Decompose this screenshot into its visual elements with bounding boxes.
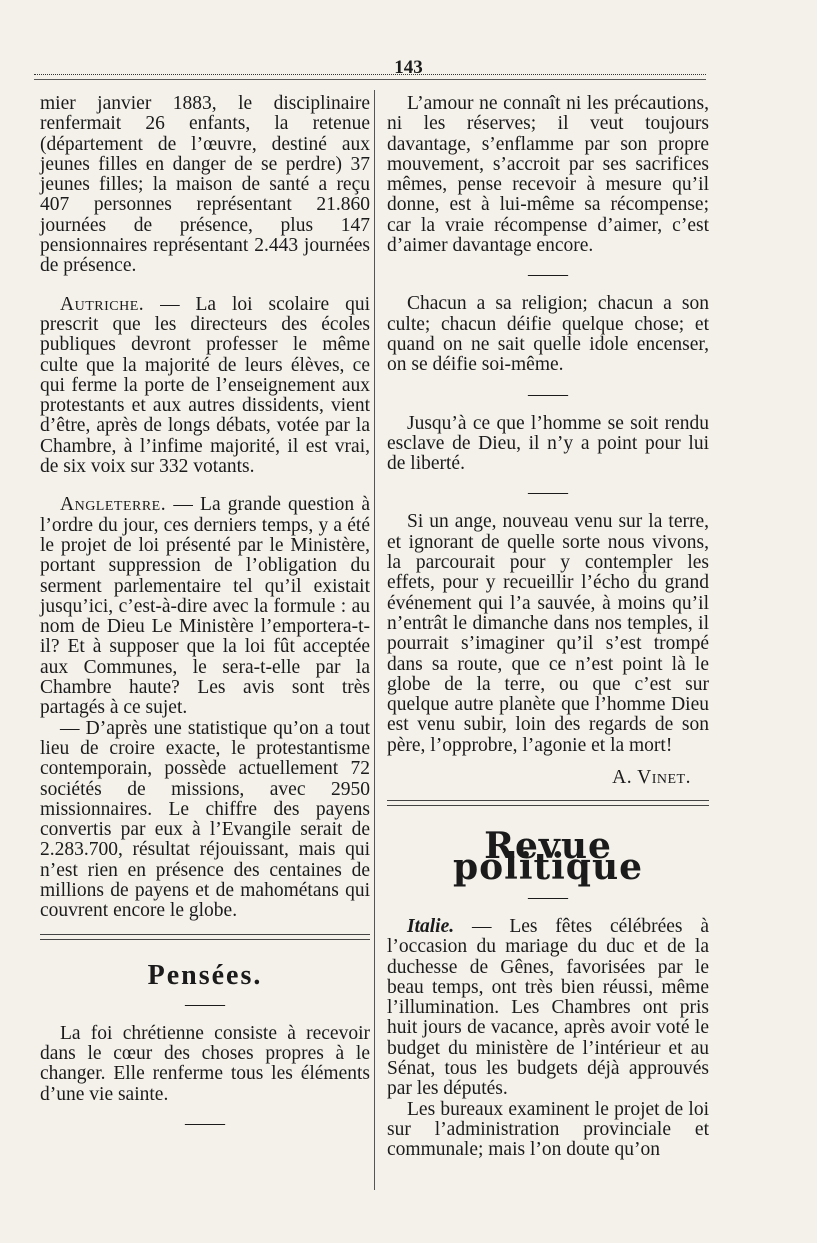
separator-2: —— [528, 382, 568, 405]
paragraph-italie [387, 917, 709, 1100]
signature: A. Vinet. [612, 767, 691, 789]
pensees-separator: —— [185, 992, 225, 1015]
paragraph-bureaux: Les bureaux examinent le projet de loi sur l’administration provinciale et communale; mais l’on doute qu’on [387, 1098, 709, 1161]
paragraph-religion: Chacun a sa religion; chacun a son culte; chacun déifie quelque chose; et quand on ne sait quelle idole encenser, on se déifie soi-même. [387, 293, 709, 376]
paragraph-ange: Si un ange, nouveau venu sur la terre, et ignorant de quelle sorte nous vivons, la parcourait pour y contempler les effets, pour y recueillir l’écho du grand événement qui l’a sauvée, à moins qu’il n’entrât le dimanche dans nos temples, il pourrait s’imaginer qu’il s’est trompé dans sa route, que ce n’est point là le globe de la terre, ou que c’est sur quelque autre planète que l’homme Dieu est venu subir, loin des regards de son père, l’opprobre, l’agonie et la mort! [387, 511, 709, 756]
section-divider [40, 934, 370, 940]
angleterre-text: — La grande question à l’ordre du jour, ces derniers temps, y a été le projet de loi présenté par le Ministère, portant suppression de l’obligation du serment parlementaire tel qu’il existait jusqu’ici, c’est-à-dire avec la formule : au nom de Dieu Le Ministère l’emportera-t-il? Et à supposer que la loi fût acceptée aux Communes, le sera-t-elle par la Chambre haute? Les avis sont très partagés à ce sujet. [40, 494, 370, 719]
page-number: 143 [394, 57, 423, 78]
revue-politique-title: Revue politique [452, 825, 644, 888]
paragraph-autriche [40, 295, 370, 478]
right-column [387, 94, 709, 1160]
header-rule [34, 74, 706, 80]
section-label-italie: Italie. [407, 915, 455, 937]
autriche-text: — La loi scolaire qui prescrit que les directeurs des écoles publiques devront professer le même culte que la majorité de leurs élèves, ce qui ferme la porte de l’enseignement aux protestants et aux autres dissidents, vient d’être, après de longs débats, votée par la Chambre, à l’infime majorité, il est vrai, de six voix sur 332 votants. [40, 293, 371, 478]
paragraph-maison-de-sante: mier janvier 1883, le disciplinaire renfermait 26 enfants, la retenue (département de l’œuvre, destiné aux jeunes filles en danger de se perdre) 37 jeunes filles; la maison de santé a reçu 407 personnes représentant 21.860 journées de présence, plus 147 pensionnaires représentant 2.443 journées de présence. [40, 93, 370, 277]
column-divider [374, 90, 375, 1190]
italie-text: — Les fêtes célébrées à l’occasion du mariage du duc et de la duchesse de Gênes, favorisées par le beau temps, ont très bien réussi, même l’illumination. Les Chambres ont pris huit jours de vacance, après avoir voté le budget du ministère de l’intérieur et au Sénat, tous les budgets déjà approuvés par les députés. [387, 915, 709, 1100]
separator-3: —— [528, 481, 568, 504]
paragraph-statistique: — D’après une statistique qu’on a tout lieu de croire exacte, le protestantisme contemporain, possède actuellement 72 sociétés de missions, avec 2950 missionnaires. Le chiffre des payens convertis par eux à l’Evangile serait de 2.283.700, résultat réjouissant, mais qui n’est rien en présence des centaines de millions de payens et de mahométans qui couvrent encore le globe. [40, 717, 370, 922]
paragraph-amour: L’amour ne connaît ni les précautions, ni les réserves; il veut toujours davantage, s’enflamme par son propre mouvement, s’accroit par ses sacrifices mêmes, pense recevoir à mesure qu’il donne, est à lui-même sa récompense; car la vraie récompense d’aimer, c’est d’aimer davantage encore. [387, 93, 709, 257]
paragraph-angleterre [40, 495, 370, 718]
left-column [40, 94, 370, 1143]
revue-separator: —— [528, 885, 568, 908]
section-divider-right [387, 800, 709, 806]
section-label-angleterre: Angleterre. [60, 494, 167, 516]
pensees-title: Pensées. [147, 959, 263, 991]
paragraph-foi-chretienne: La foi chrétienne consiste à recevoir dans le cœur des choses propres à le changer. Elle renferme tous les éléments d’une vie sainte. [40, 1022, 370, 1105]
section-label-autriche: Autriche. [60, 293, 145, 315]
paragraph-liberte: Jusqu’à ce que l’homme se soit rendu esclave de Dieu, il n’y a point pour lui de liberté. [387, 412, 709, 475]
separator-1: —— [528, 263, 568, 286]
end-separator: —— [185, 1112, 225, 1135]
